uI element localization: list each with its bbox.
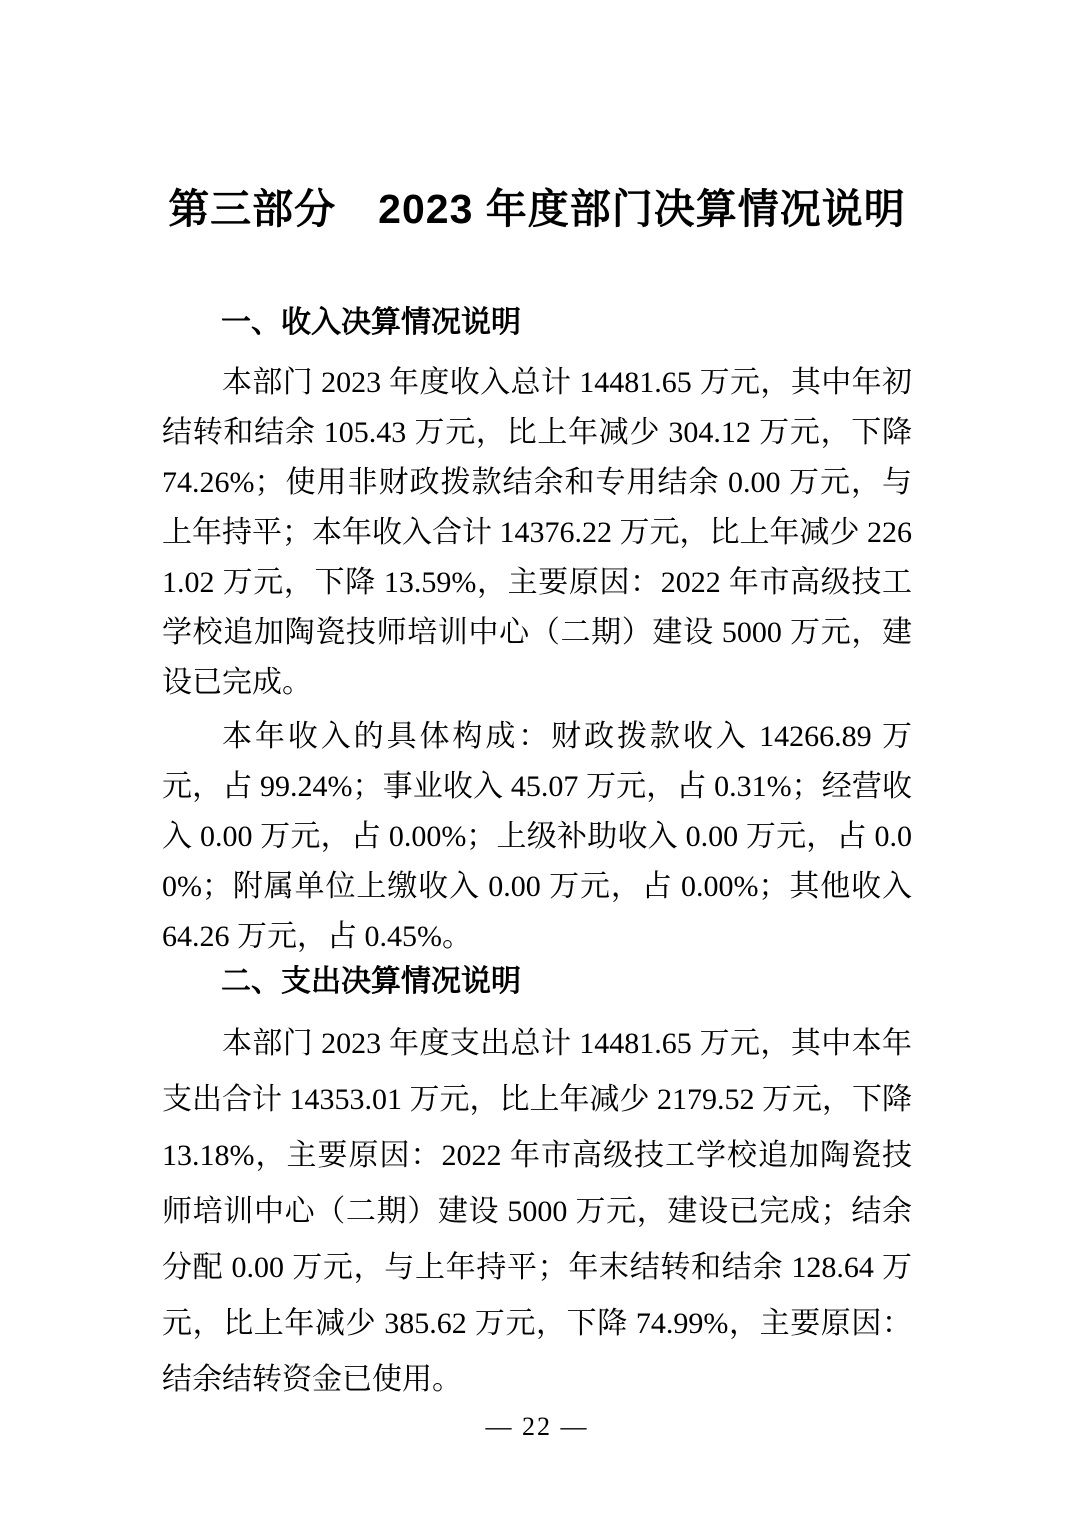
paragraph-expense-total: 本部门 2023 年度支出总计 14481.65 万元，其中本年支出合计 14353.01 万元，比上年减少 2179.52 万元，下降 13.18%，主要原因：2022 年市高级技工学校追加陶瓷技师培训中心（二期）建设 5000 万元，建设已完成；结余分配 0.00 万元，与上年持平；年末结转和结余 128.64 万元，比上年减少 385.62 万元，下降 74.99%，主要原因：结余结转资金已使用。 [162,1027,912,1396]
page-number: — 22 — [485,1412,589,1441]
section-heading-income: 一、收入决算情况说明 [221,306,521,339]
section-heading-expense: 二、支出决算情况说明 [221,965,521,998]
document-title: 第三部分 2023 年度部门决算情况说明 [168,186,906,232]
paragraph-income-total: 本部门 2023 年度收入总计 14481.65 万元，其中年初结转和结余 105.43 万元，比上年减少 304.12 万元，下降 74.26%；使用非财政拨款结余和专用结余 0.00 万元，与上年持平；本年收入合计 14376.22 万元，比上年减少 2261.02 万元，下降 13.59%，主要原因：2022 年市高级技工学校追加陶瓷技师培训中心（二期）建设 5000 万元，建设已完成。 [162,366,912,699]
document-body [162,307,912,1408]
paragraph-income-composition: 本年收入的具体构成：财政拨款收入 14266.89 万元，占 99.24%；事业收入 45.07 万元，占 0.31%；经营收入 0.00 万元，占 0.00%；上级补助收入 0.00 万元，占 0.00%；附属单位上缴收入 0.00 万元，占 0.00%；其他收入 64.26 万元，占 0.45%。 [162,720,912,953]
